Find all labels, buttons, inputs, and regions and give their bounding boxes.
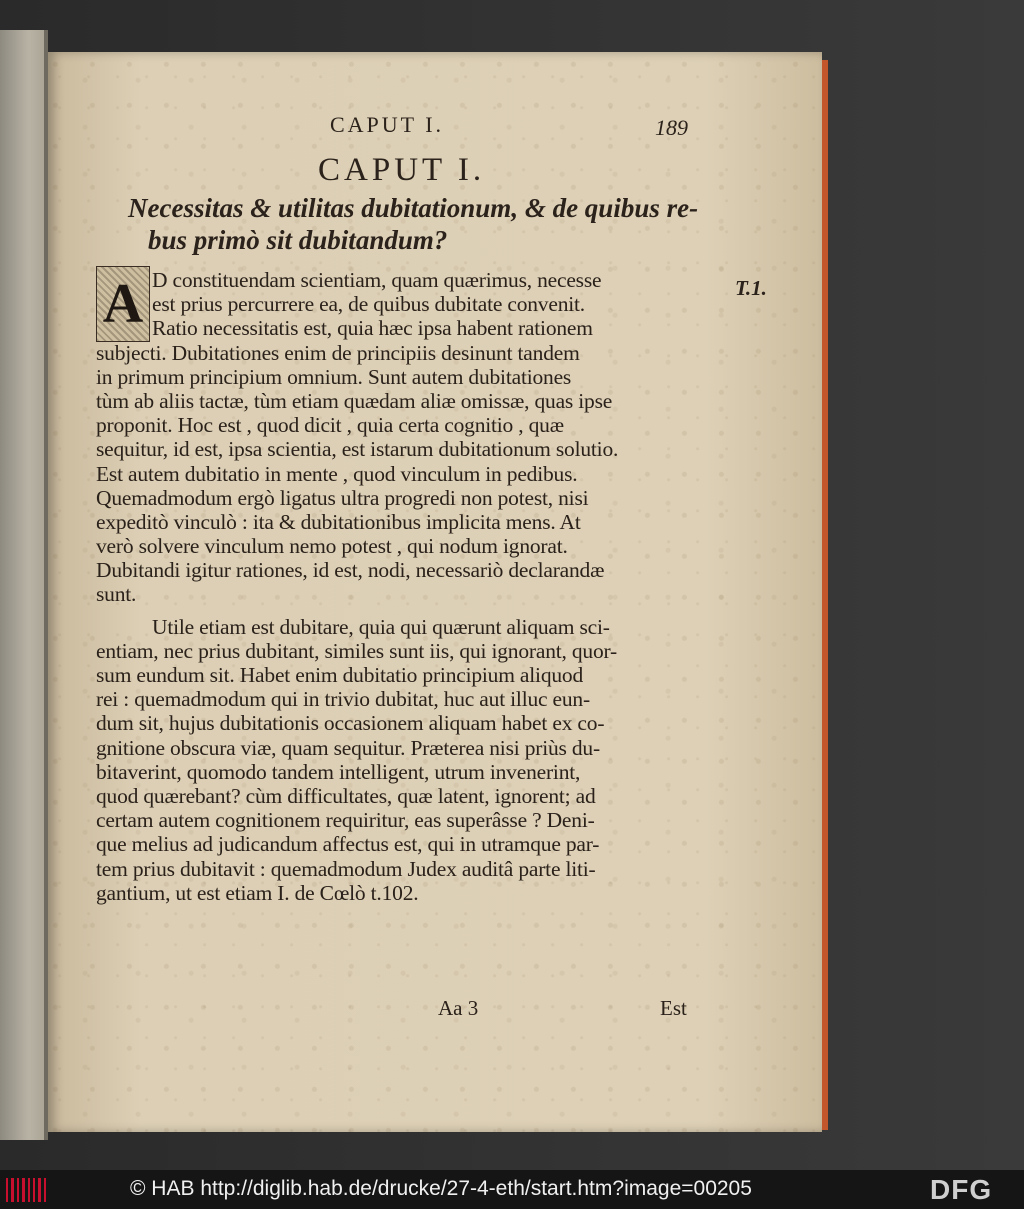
body-line: sequitur, id est, ipsa scientia, est istarum dubitationum solutio. — [96, 437, 619, 462]
dfg-logo: DFG — [930, 1174, 993, 1205]
running-head: CAPUT I. — [330, 112, 445, 137]
body-line: quod quærebant? cùm difficultates, quæ latent, ignorent; ad — [96, 783, 596, 808]
viewer-footer — [0, 1170, 1024, 1209]
body-line: dum sit, hujus dubitationis occasionem aliquam habet ex co- — [96, 711, 605, 736]
body-line: proponit. Hoc est , quod dicit , quia certa cognitio , quæ — [96, 413, 564, 438]
decorated-initial: A — [96, 266, 150, 342]
body-line: gnitione obscura viæ, quam sequitur. Præterea nisi priùs du- — [96, 735, 600, 760]
margin-note: T.1. — [735, 276, 767, 300]
body-line: que melius ad judicandum affectus est, qui in utramque par- — [96, 832, 600, 857]
body-line: Est autem dubitatio in mente , quod vinculum in pedibus. — [96, 461, 578, 486]
body-line: gantium, ut est etiam I. de Cœlò t.102. — [96, 880, 419, 905]
body-line: verò solvere vinculum nemo potest , qui nodum ignorat. — [96, 534, 568, 559]
hab-logo-icon — [6, 1178, 46, 1202]
body-line: tùm ab aliis tactæ, tùm etiam quædam aliæ omissæ, quas ipse — [96, 388, 613, 413]
body-line: sunt. — [96, 582, 137, 607]
signature-mark: Aa 3 — [438, 996, 479, 1020]
subtitle-line-2: bus primò sit dubitandum? — [148, 225, 448, 255]
previous-page-edge — [0, 30, 48, 1140]
body-line: Utile etiam est dubitare, quia qui quærunt aliquam sci- — [152, 614, 610, 639]
body-line: tem prius dubitavit : quemadmodum Judex auditâ parte liti- — [96, 856, 596, 881]
body-line: Dubitandi igitur rationes, id est, nodi, necessariò declarandæ — [96, 558, 605, 583]
body-line: subjecti. Dubitationes enim de principiis desinunt tandem — [96, 340, 580, 365]
body-line: Quemadmodum ergò ligatus ultra progredi non potest, nisi — [96, 485, 589, 510]
body-line: in primum principium omnium. Sunt autem dubitationes — [96, 364, 572, 389]
body-line: Ratio necessitatis est, quia hæc ipsa habent rationem — [152, 316, 593, 341]
chapter-subtitle — [128, 192, 728, 256]
body-line: rei : quemadmodum qui in trivio dubitat, huc aut illuc eun- — [96, 687, 590, 712]
body-line: D constituendam scientiam, quam quærimus, necesse — [152, 268, 602, 292]
body-line: bitaverint, quomodo tandem intelligent, utrum invenerint, — [96, 759, 581, 784]
credit-link[interactable]: © HAB http://diglib.hab.de/drucke/27-4-eth/start.htm?image=00205 — [130, 1177, 752, 1200]
body-line: certam autem cognitionem requiritur, eas superâsse ? Deni- — [96, 808, 595, 833]
red-page-edge — [822, 60, 828, 1130]
body-line: expeditò vinculò : ita & dubitationibus implicita mens. At — [96, 509, 581, 534]
body-line: entiam, nec prius dubitant, similes sunt iis, qui ignorant, quor- — [96, 638, 618, 663]
body-line: est prius percurrere ea, de quibus dubitate convenit. — [152, 292, 585, 317]
subtitle-line-1: Necessitas & utilitas dubitationum, & de quibus re- — [128, 193, 699, 223]
body-line: sum eundum sit. Habet enim dubitatio principium aliquod — [96, 663, 584, 687]
page-number: 189 — [655, 115, 688, 140]
catchword: Est — [660, 996, 687, 1020]
body-text — [96, 268, 706, 905]
chapter-title: CAPUT I. — [318, 152, 486, 188]
